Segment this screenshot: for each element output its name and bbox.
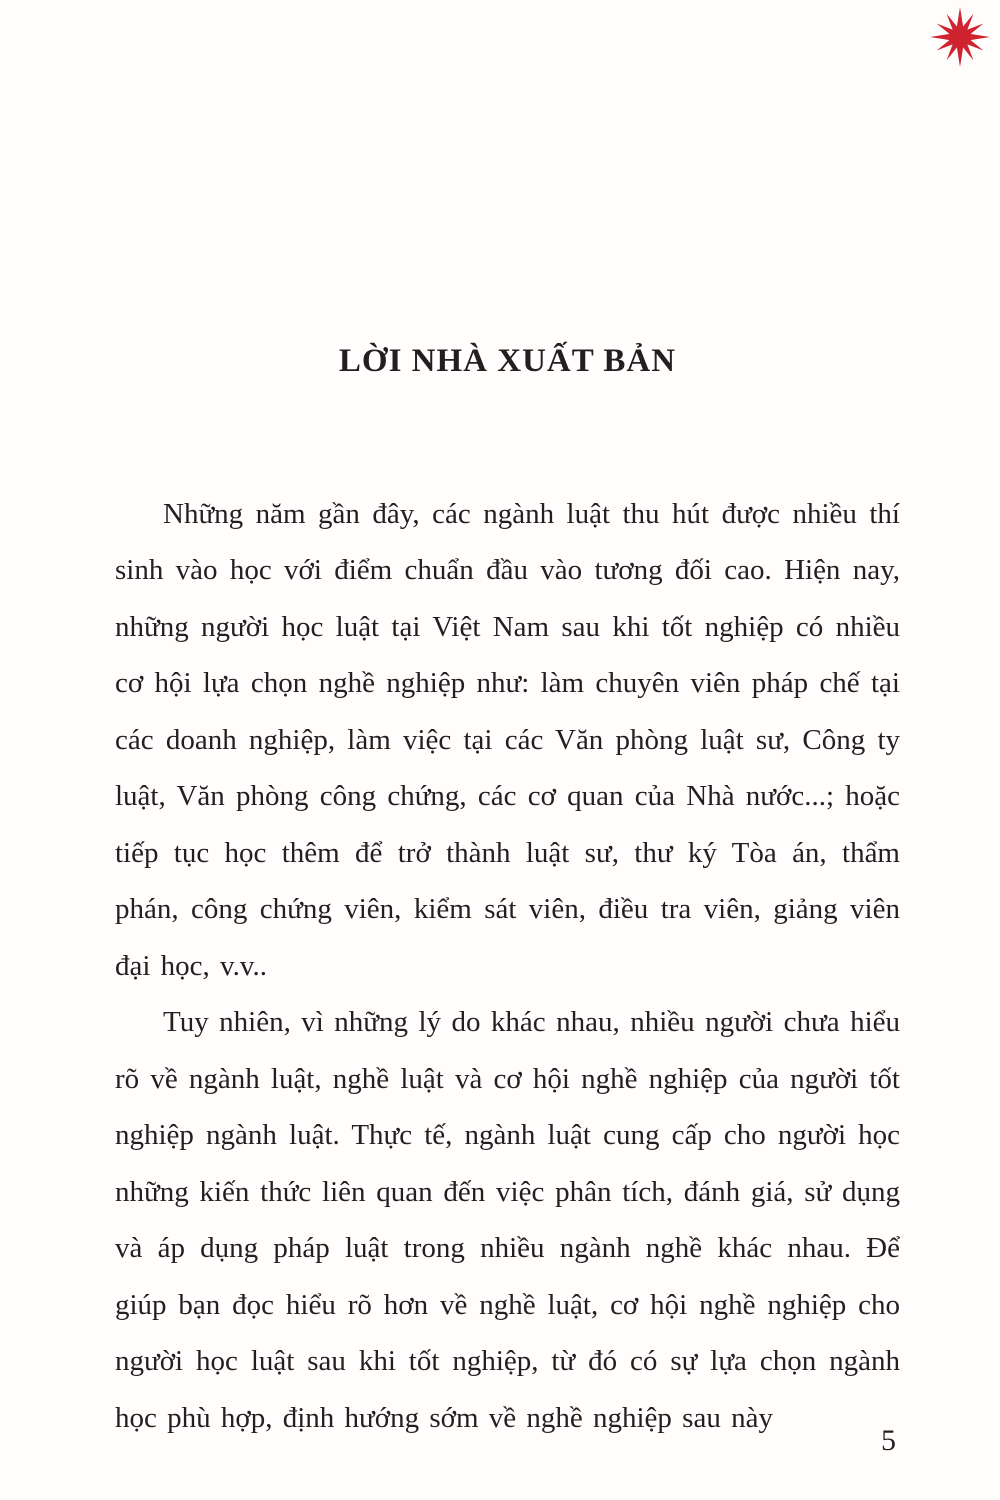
page-number: 5	[881, 1424, 896, 1457]
page-title: LỜI NHÀ XUẤT BẢN	[338, 343, 677, 379]
paragraph-1: Những năm gần đây, các ngành luật thu hút được nhiều thí sinh vào học với điểm chuẩn đầu vào tương đối cao. Hiện nay, những người học luật tại Việt Nam sau khi tốt nghiệp có nhiều cơ hội lựa chọn nghề nghiệp như: làm chuyên viên pháp chế tại các doanh nghiệp, làm việc tại các Văn phòng luật sư, Công ty luật, Văn phòng công chứng, các cơ quan của Nhà nước...; hoặc tiếp tục học thêm để trở thành luật sư, thư ký Tòa án, thẩm phán, công chứng viên, kiểm sát viên, điều tra viên, giảng viên đại học, v.v..	[115, 497, 900, 982]
paragraph-2: Tuy nhiên, vì những lý do khác nhau, nhiều người chưa hiểu rõ về ngành luật, nghề luật và cơ hội nghề nghiệp của người tốt nghiệp ngành luật. Thực tế, ngành luật cung cấp cho người học những kiến thức liên quan đến việc phân tích, đánh giá, sử dụng và áp dụng pháp luật trong nhiều ngành nghề khác nhau. Để giúp bạn đọc hiểu rõ hơn về nghề luật, cơ hội nghề nghiệp cho người học luật sau khi tốt nghiệp, từ đó có sự lựa chọn ngành học phù hợp, định hướng sớm về nghề nghiệp sau này	[115, 1006, 900, 1434]
body-text	[115, 486, 900, 1447]
publisher-logo-icon	[928, 4, 992, 70]
